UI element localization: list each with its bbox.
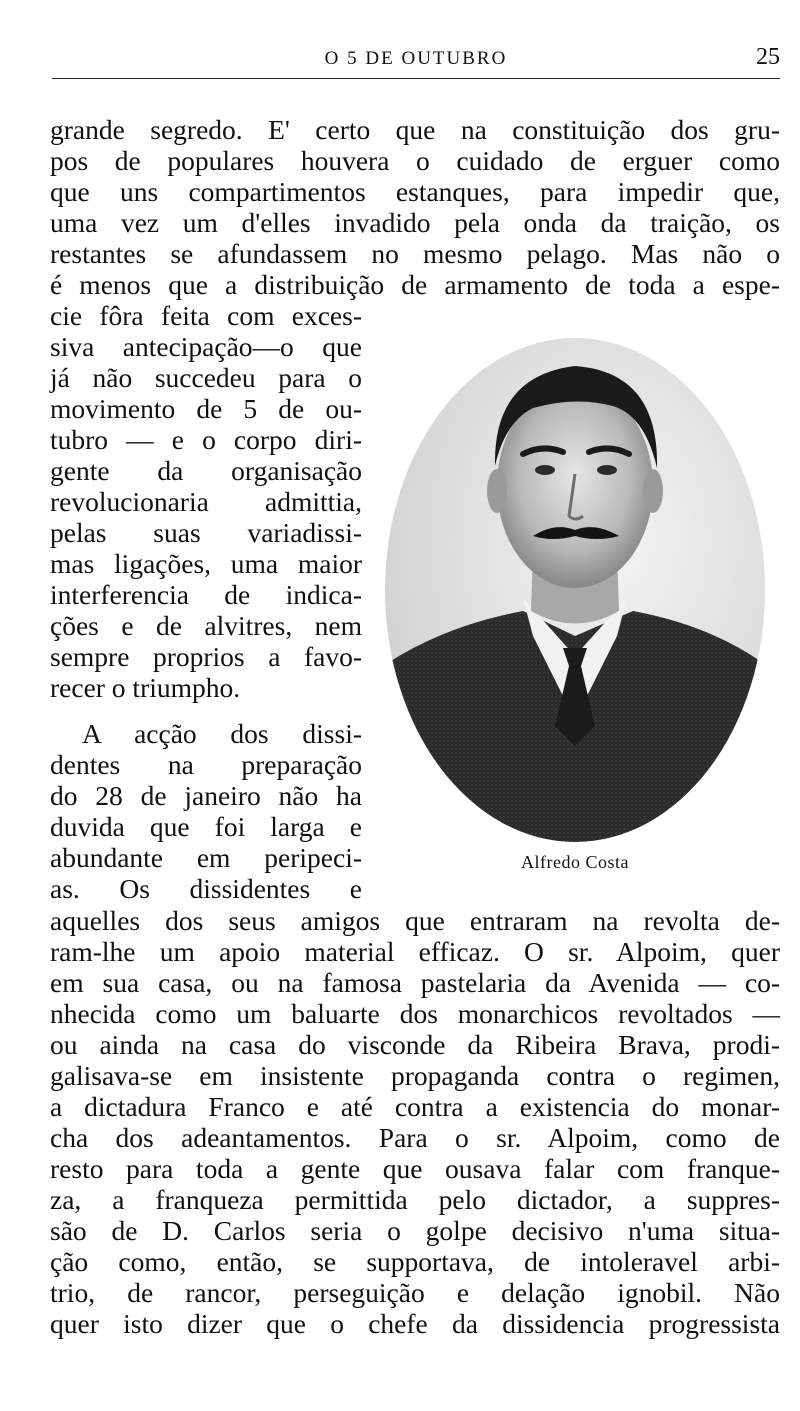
text-line: ções e de alvitres, nem	[50, 610, 362, 641]
paragraph-narrow-2	[50, 718, 362, 904]
figure-caption: Alfredo Costa	[521, 852, 629, 872]
text-line: resto para toda a gente que ousava falar com franque-	[50, 1153, 780, 1184]
text-line: ou ainda na casa do visconde da Ribeira Brava, prodi-	[50, 1029, 780, 1060]
text-line: já não succedeu para o	[50, 362, 362, 393]
text-line: a dictadura Franco e até contra a existencia do monar-	[50, 1091, 780, 1122]
paragraph-top	[50, 114, 780, 300]
portrait-image	[383, 336, 767, 844]
text-line: interferencia de indica-	[50, 579, 362, 610]
page-header	[52, 40, 780, 80]
paragraph-bottom	[50, 905, 780, 1339]
text-line: cha dos adeantamentos. Para o sr. Alpoim, como de	[50, 1122, 780, 1153]
text-line: aquelles dos seus amigos que entraram na revolta de-	[50, 905, 780, 936]
text-line: duvida que foi larga e	[50, 811, 362, 842]
text-line: são de D. Carlos seria o golpe decisivo n'uma situa-	[50, 1215, 780, 1246]
text-line: uma vez um d'elles invadido pela onda da traição, os	[50, 207, 780, 238]
text-line: tubro — e o corpo diri-	[50, 424, 362, 455]
text-line: trio, de rancor, perseguição e delação ignobil. Não	[50, 1277, 780, 1308]
text-line: recer o triumpho.	[50, 672, 241, 703]
text-line: grande segredo. E' certo que na constituição dos gru-	[50, 114, 780, 145]
text-line: za, a franqueza permittida pelo dictador, a suppres-	[50, 1184, 780, 1215]
text-line: restantes se afundassem no mesmo pelago. Mas não o	[50, 238, 780, 269]
text-line: dentes na preparação	[50, 749, 362, 780]
text-line: sempre proprios a favo-	[50, 641, 362, 672]
text-line: abundante em peripeci-	[50, 842, 362, 873]
running-title: O 5 DE OUTUBRO	[324, 48, 508, 69]
text-line: movimento de 5 de ou-	[50, 393, 362, 424]
text-line: pos de populares houvera o cuidado de erguer como	[50, 145, 780, 176]
text-line: que uns compartimentos estanques, para impedir que,	[50, 176, 780, 207]
text-line: siva antecipação—o que	[50, 331, 362, 362]
page-number: 25	[756, 44, 780, 70]
text-line: galisava-se em insistente propaganda contra o regimen,	[50, 1060, 780, 1091]
paragraph-narrow-1	[50, 300, 362, 703]
text-line: A acção dos dissi-	[82, 718, 362, 749]
text-line: cie fôra feita com exces-	[50, 300, 362, 331]
text-line: é menos que a distribuição de armamento de toda a espe-	[50, 269, 780, 300]
text-line: em sua casa, ou na famosa pastelaria da Avenida — co-	[50, 967, 780, 998]
text-line: do 28 de janeiro não ha	[50, 780, 362, 811]
text-line: as. Os dissidentes e	[50, 873, 362, 904]
text-line: mas ligações, uma maior	[50, 548, 362, 579]
text-line: ram-lhe um apoio material efficaz. O sr. Alpoim, quer	[50, 936, 780, 967]
text-line: ção como, então, se supportava, de intoleravel arbi-	[50, 1246, 780, 1277]
text-line: gente da organisação	[50, 455, 362, 486]
text-line: nhecida como um baluarte dos monarchicos revoltados —	[50, 998, 780, 1029]
header-rule	[52, 78, 780, 79]
text-line: pelas suas variadissi-	[50, 517, 362, 548]
text-line: quer isto dizer que o chefe da dissidencia progressista	[50, 1308, 780, 1339]
text-line: revolucionaria admittia,	[50, 486, 362, 517]
